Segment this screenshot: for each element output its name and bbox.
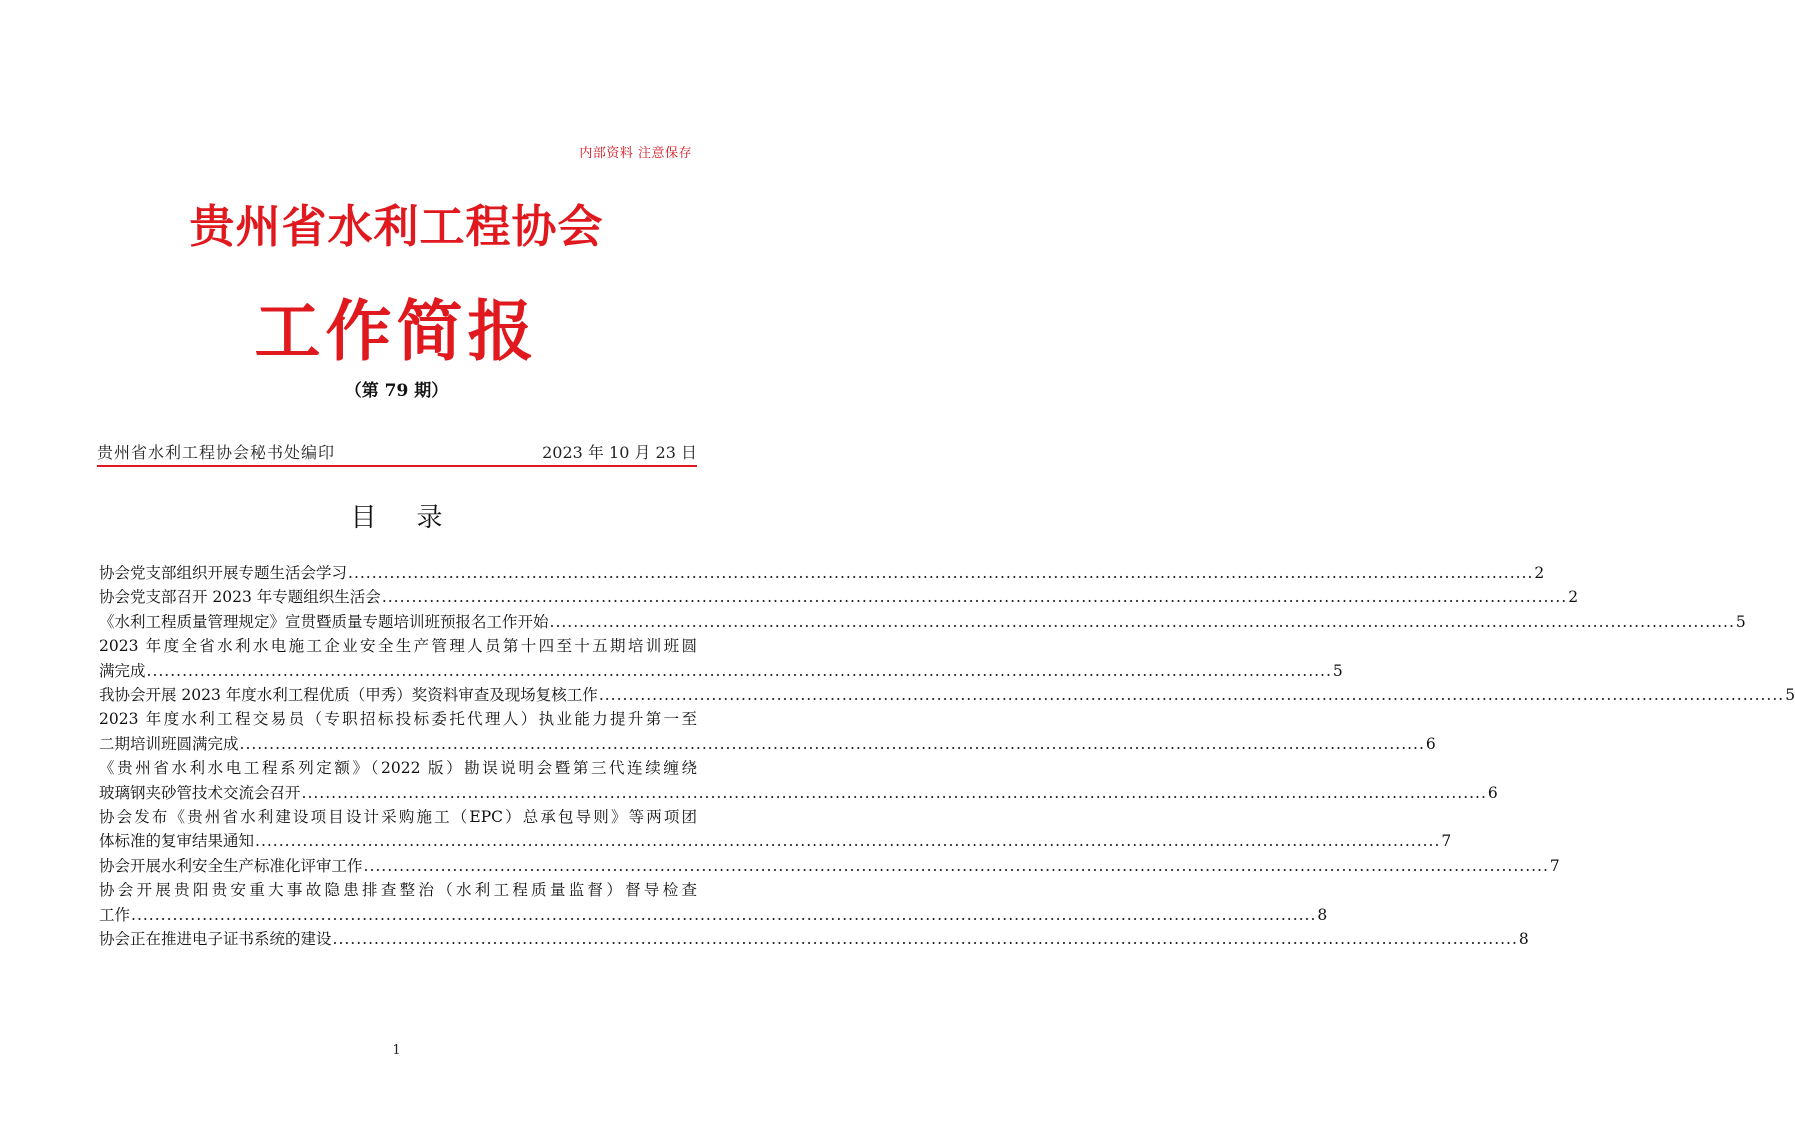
toc-page-number: 2 (1568, 588, 1579, 607)
toc-dot-leader: ........................................................................................................................................................................................................ (332, 930, 1518, 949)
toc-entry[interactable] (99, 610, 1746, 634)
toc-entry[interactable] (99, 805, 1452, 854)
toc-entry-text: 协会党支部召开 2023 年专题组织生活会 (99, 588, 381, 607)
toc-dot-leader: ........................................................................................................................................................................................................ (348, 564, 1534, 582)
toc-entry[interactable] (99, 585, 1579, 609)
toc-entry[interactable] (99, 756, 1498, 805)
toc-entry-text: 2023 年度全省水利水电施工企业安全生产管理人员第十四至十五期培训班圆 (99, 637, 697, 656)
toc-entry[interactable] (99, 878, 1328, 927)
toc-dot-leader: ........................................................................................................................................................................................................ (146, 661, 1332, 680)
red-divider (97, 465, 697, 467)
confidential-label: 内部资料 注意保存 (579, 146, 692, 161)
toc-entry-text: 我协会开展 2023 年度水利工程优质（甲秀）奖资料审查及现场复核工作 (99, 686, 598, 705)
toc-entry[interactable] (99, 683, 1795, 707)
toc-dot-leader: ........................................................................................................................................................................................................ (363, 856, 1549, 875)
toc-entry-text: 2023 年度水利工程交易员（专职招标投标委托代理人）执业能力提升第一至 (99, 710, 697, 729)
toc-page-number: 5 (1785, 686, 1795, 705)
toc-entry[interactable] (99, 634, 1343, 683)
page-number: 1 (392, 1043, 401, 1058)
toc-page-number: 7 (1549, 856, 1560, 875)
toc-dot-leader: ........................................................................................................................................................................................................ (131, 905, 1317, 924)
toc-page-number: 7 (1441, 832, 1452, 851)
toc-dot-leader: ........................................................................................................................................................................................................ (549, 612, 1735, 631)
masthead-meta (97, 440, 697, 466)
toc-entry-text: 《贵州省水利水电工程系列定额》（2022 版）勘误说明会暨第三代连续缠绕 (99, 759, 697, 778)
toc-page-number: 8 (1518, 930, 1529, 949)
toc-heading: 目录 (350, 503, 483, 533)
toc-dot-leader: ........................................................................................................................................................................................................ (381, 588, 1568, 607)
toc-page-number: 5 (1332, 661, 1343, 680)
toc-entry[interactable] (99, 707, 1436, 756)
toc-entry-text: 协会开展贵阳贵安重大事故隐患排查整治（水利工程质量监督）督导检查 (99, 881, 697, 900)
toc-entry-text: 协会开展水利安全生产标准化评审工作 (99, 856, 363, 875)
toc-page-number: 6 (1425, 734, 1436, 753)
toc-entry-text: 《水利工程质量管理规定》宣贯暨质量专题培训班预报名工作开始 (99, 612, 549, 631)
table-of-contents (99, 561, 1795, 952)
publish-date: 2023 年 10 月 23 日 (542, 443, 697, 462)
toc-dot-leader: ........................................................................................................................................................................................................ (301, 783, 1487, 802)
editor-label: 贵州省水利工程协会秘书处编印 (97, 443, 336, 462)
report-title: 工作简报 (254, 292, 539, 370)
toc-entry[interactable] (99, 854, 1560, 878)
toc-entry-text: 满完成 (99, 661, 146, 680)
toc-entry-text: 协会党支部组织开展专题生活会学习 (99, 564, 348, 582)
org-title: 贵州省水利工程协会 (189, 200, 604, 253)
toc-page-number: 5 (1735, 612, 1746, 631)
toc-page-number: 6 (1487, 783, 1498, 802)
toc-entry-text: 玻璃钢夹砂管技术交流会召开 (99, 783, 301, 802)
toc-page-number: 2 (1534, 564, 1545, 582)
toc-entry-text: 体标准的复审结果通知 (99, 832, 255, 851)
toc-page-number: 8 (1317, 905, 1328, 924)
toc-entry[interactable] (99, 927, 1529, 951)
toc-dot-leader: ........................................................................................................................................................................................................ (598, 686, 1785, 705)
toc-entry-text: 工作 (99, 905, 131, 924)
toc-entry-text: 协会正在推进电子证书系统的建设 (99, 930, 332, 949)
issue-number: （第 79 期） (344, 381, 449, 401)
toc-entry-text: 协会发布《贵州省水利建设项目设计采购施工（EPC）总承包导则》等两项团 (99, 808, 697, 827)
toc-entry[interactable] (99, 561, 1545, 585)
toc-entry-text: 二期培训班圆满完成 (99, 734, 239, 753)
toc-dot-leader: ........................................................................................................................................................................................................ (255, 832, 1441, 851)
toc-dot-leader: ........................................................................................................................................................................................................ (239, 734, 1425, 753)
